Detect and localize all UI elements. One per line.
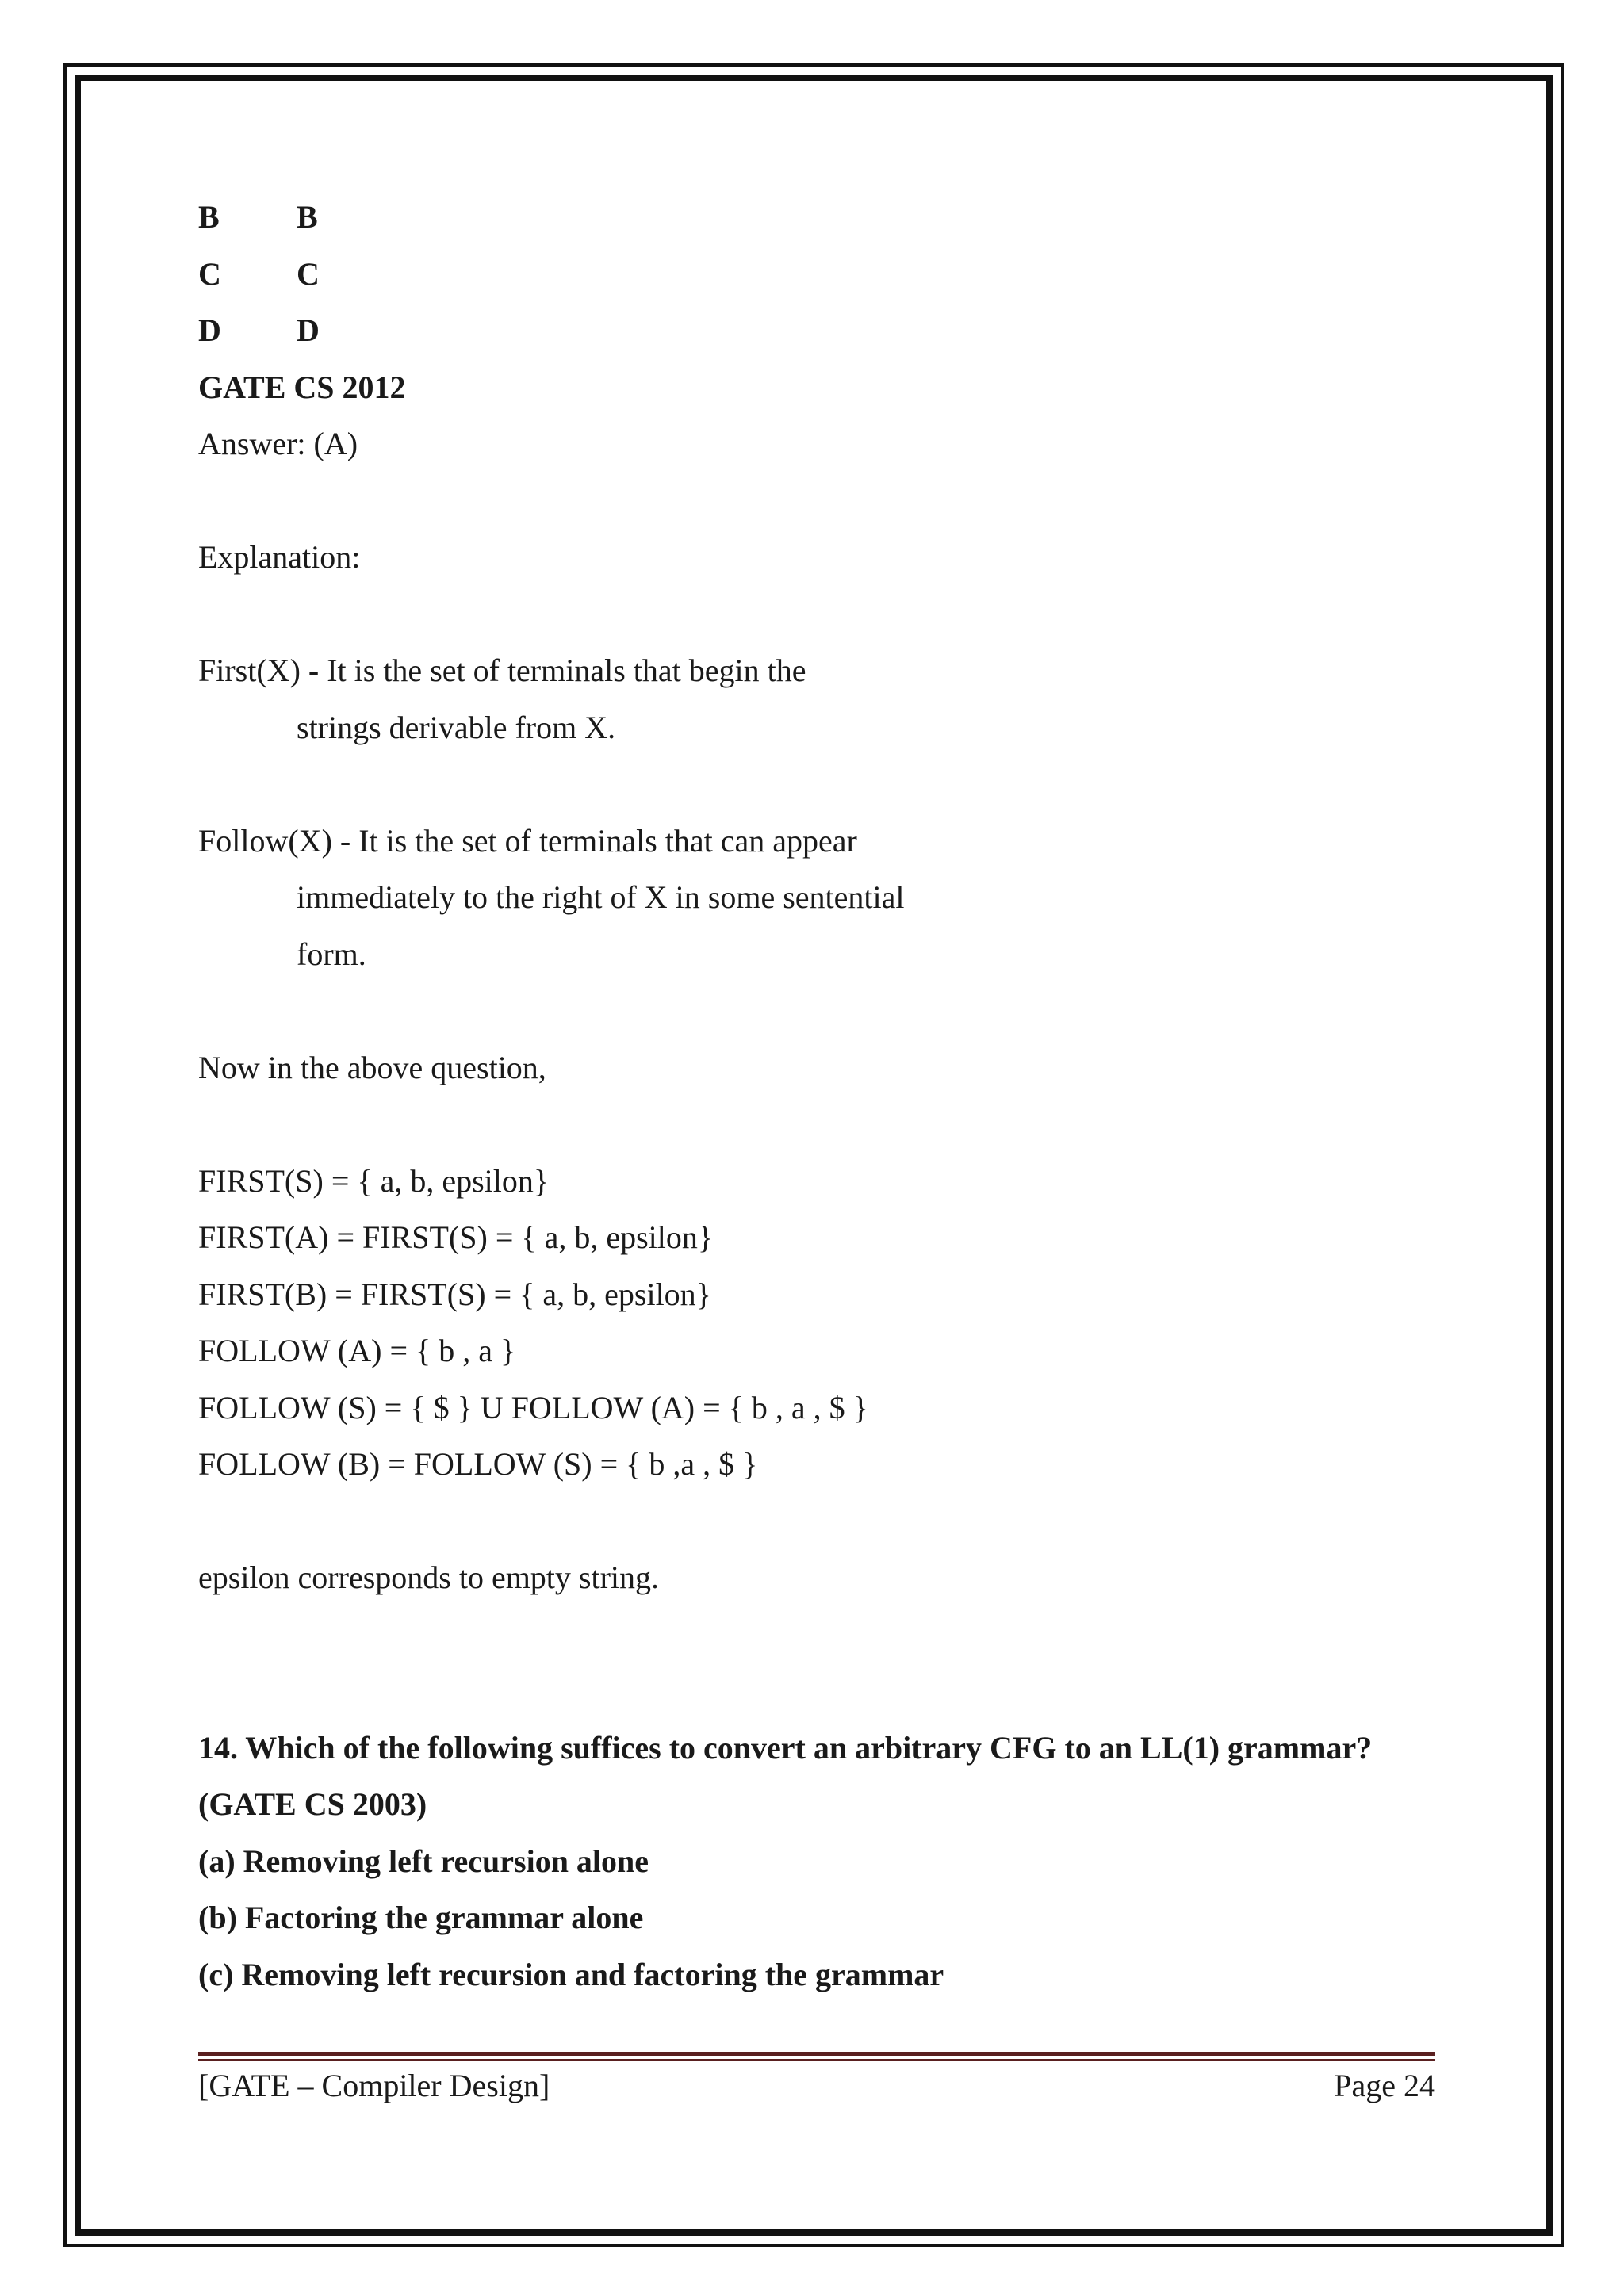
question-14-option-a: (a) Removing left recursion alone (198, 1843, 649, 1879)
set-line: FOLLOW (S) = { $ } U FOLLOW (A) = { b , a , $ } (198, 1389, 868, 1425)
follow-definition-cont: immediately to the right of X in some sentential (297, 879, 905, 915)
option-letter: B (198, 199, 220, 235)
question-14-source: (GATE CS 2003) (198, 1786, 427, 1822)
option-value: C (297, 255, 320, 292)
set-line: FIRST(B) = FIRST(S) = { a, b, epsilon} (198, 1276, 711, 1312)
question-14-text: 14. Which of the following suffices to convert an arbitrary CFG to an LL(1) grammar? (198, 1729, 1373, 1766)
footer-title: [GATE – Compiler Design] (198, 2068, 550, 2103)
set-line: FIRST(S) = { a, b, epsilon} (198, 1162, 550, 1199)
follow-definition: Follow(X) - It is the set of terminals that can appear (198, 822, 857, 859)
first-definition-cont: strings derivable from X. (297, 709, 616, 745)
set-line: FOLLOW (A) = { b , a } (198, 1333, 516, 1368)
follow-definition-cont: form. (297, 936, 366, 972)
option-row-b (198, 189, 1435, 246)
first-definition: First(X) - It is the set of terminals that begin the (198, 652, 806, 688)
question-14-option-b: (b) Factoring the grammar alone (198, 1900, 644, 1935)
page-footer (198, 2063, 1435, 2109)
page-content (198, 189, 1435, 2003)
footer-rule-thin (198, 2059, 1435, 2061)
set-line: FOLLOW (B) = FOLLOW (S) = { b ,a , $ } (198, 1446, 758, 1482)
footer-rule (198, 2052, 1435, 2056)
option-value: B (297, 199, 318, 235)
question-14-option-c: (c) Removing left recursion and factoring the grammar (198, 1956, 944, 1992)
question-source: GATE CS 2012 (198, 369, 406, 405)
epsilon-note: epsilon corresponds to empty string. (198, 1559, 660, 1595)
page-number: Page 24 (1334, 2068, 1435, 2103)
option-letter: D (198, 312, 221, 348)
set-line: FIRST(A) = FIRST(S) = { a, b, epsilon} (198, 1219, 714, 1255)
intro-text: Now in the above question, (198, 1049, 546, 1085)
option-letter: C (198, 255, 221, 292)
option-value: D (297, 312, 320, 348)
answer: Answer: (A) (198, 426, 358, 461)
explanation-heading: Explanation: (198, 539, 361, 575)
option-row-c (198, 246, 1435, 303)
option-row-d (198, 302, 1435, 359)
